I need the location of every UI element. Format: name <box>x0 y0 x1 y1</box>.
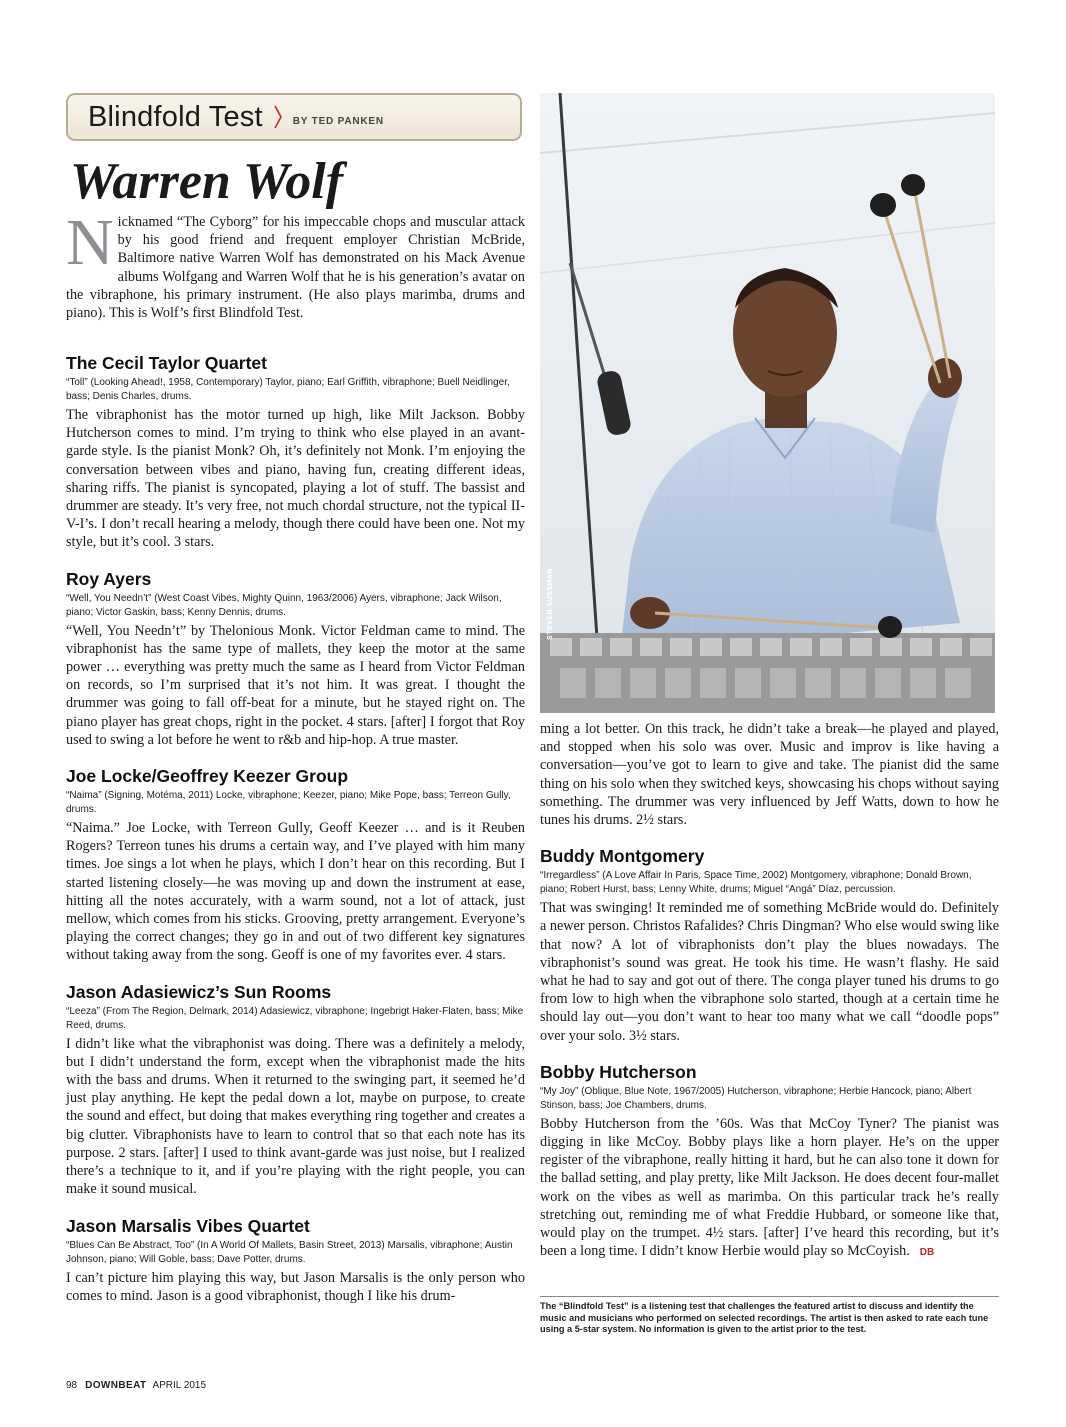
review-bobby-hutcherson <box>540 1061 999 1263</box>
review-artist: Buddy Montgomery <box>540 846 705 867</box>
review-artist: The Cecil Taylor Quartet <box>66 353 267 373</box>
review-credits: “My Joy” (Oblique, Blue Note, 1967/2005) Hutcherson, vibraphone; Herbie Hancock, piano; Albert Stinson, bass; Joe Chambers, drums. <box>540 1085 972 1111</box>
review-credits: “Naima” (Signing, Motéma, 2011) Locke, vibraphone; Keezer, piano; Mike Pope, bass; Terreon Gully, drums. <box>66 790 511 816</box>
left-column <box>66 352 525 1321</box>
page-title: Warren Wolf <box>70 153 344 210</box>
folio <box>66 1380 206 1391</box>
review-credits: “Well, You Needn’t” (West Coast Vibes, Mighty Quinn, 1963/2006) Ayers, vibraphone; Jack Wilson, piano; Victor Gaskin, bass; Kenny Dennis, drums. <box>66 592 502 618</box>
intro-paragraph <box>66 206 525 322</box>
column-header <box>66 93 522 141</box>
review-artist: Jason Marsalis Vibes Quartet <box>66 1215 310 1236</box>
review-text: That was swinging! It reminded me of something McBride would do. Definitely a newer person. Christos Rafalides? Chris Dingman? Who else would swing like that now? A lot of vibraphonists don’t play the blues nowadays. The vibraphonist’s sound was great. He took his time. He wasn’t flashy. He said what he had to say and got out of there. The conga player tuned his drums to go from low to high when the vibraphone solo started, though at a certain time he should lay out—you don’t want to hear too many what we call “doodle pops” over your solo. 3½ stars. <box>540 900 999 1044</box>
footnote: The “Blindfold Test” is a listening test that challenges the featured artist to discuss and identify the music and musicians who performed on selected recordings. The artist is then asked to rate each tune using a 5-star system. No information is given to the artist prior to the test. <box>540 1296 999 1336</box>
review-roy-ayers <box>66 568 525 749</box>
intro-text: icknamed “The Cyborg” for his impeccable chops and muscular attack by his good friend and frequent employer Christian McBride, Baltimore native Warren Wolf has demonstrated on his Mack Avenue albums Wolfgang and Warren Wolf that he is his generation’s avatar on the vibraphone, his primary instrument. (He also plays marimba, drums and piano). This is Wolf’s first Blindfold Test. <box>66 214 525 322</box>
right-column <box>540 720 999 1278</box>
review-buddy-montgomery <box>540 845 999 1045</box>
review-jason-adasiewicz <box>66 981 525 1199</box>
review-artist: Joe Locke/Geoffrey Keezer Group <box>66 766 349 787</box>
review-artist: Bobby Hutcherson <box>540 1061 697 1082</box>
issue-date: APRIL 2015 <box>152 1380 207 1391</box>
continued-text: ming a lot better. On this track, he didn’t take a break—he played and played, and stopped when his solo was over. Music and improv is like having a conversation—you’ve got to learn to give and take. The pianist did the same thing on his solo when they switched keys, showcasing his chops without saying something. The drummer was very influenced by Jeff Watts, down to how he tunes his drums. 2½ stars. <box>540 721 999 829</box>
end-mark: DB <box>919 1247 935 1259</box>
review-credits: “Blues Can Be Abstract, Too” (In A World Of Mallets, Basin Street, 2013) Marsalis, vibraphone; Austin Johnson, piano; Will Goble, bass; Dave Potter, drums. <box>66 1239 513 1265</box>
review-credits: “Irregardless” (A Love Affair In Paris, Space Time, 2002) Montgomery, vibraphone; Donald Brown, piano; Robert Hurst, bass; Lenny White, drums; Miguel “Angá” Díaz, percussion. <box>540 870 972 896</box>
magazine-name: DOWNBEAT <box>85 1380 147 1391</box>
page-number: 98 <box>66 1380 78 1391</box>
review-cecil-taylor <box>66 352 525 552</box>
photo-illustration <box>540 93 995 713</box>
review-text: I can’t picture him playing this way, but Jason Marsalis is the only person who comes to mind. Jason is a good vibraphonist, though I like his drum- <box>66 1269 525 1304</box>
vibraphonist-photo <box>540 93 995 713</box>
review-text: Bobby Hutcherson from the ’60s. Was that McCoy Tyner? The pianist was digging in like McCoy. Bobby plays like a horn player. He’s on the upper register of the vibraphone, really hitting it hard, but he can also tone it down for the ballad setting, and play pretty, like Milt Jackson. He does decent four-mallet work on the vibes as well as marimba. On this particular track he’s really stretching out, reminding me of what Freddie Hubbard, or someone like that, would play on the trumpet. 4½ stars. [after] I’ve heard this recording, but it’s been a long time. I didn’t know Herbie would play so McCoyish. <box>540 1115 999 1260</box>
review-text: “Naima.” Joe Locke, with Terreon Gully, Geoff Keezer … and is it Reuben Rogers? Terreon tunes his drums a certain way, and I’ve played with him many times. Joe sings a lot when he plays, which I don’t hear on this recording. But I started listening closely—he was moving up and down the instrument at ease, hitting all the notes accurately, with a warm sound, not a lot of attack, just mellow, which comes from his sticks. Grooving, pretty arrangement. Everyone’s playing the correct changes; they go in and out of two different key signatures without taking away from the song. Geoff is one of my favorites ever. 4 stars. <box>66 820 525 964</box>
review-text-wrapper <box>540 1115 999 1263</box>
chevron-right-icon <box>273 104 283 130</box>
review-credits: “Toll” (Looking Ahead!, 1958, Contemporary) Taylor, piano; Earl Griffith, vibraphone; Buell Neidlinger, bass; Denis Charles, drums. <box>66 377 510 402</box>
photo-credit: STEVEN SUSSMAN <box>547 568 554 640</box>
review-continued <box>540 720 999 829</box>
review-text: The vibraphonist has the motor turned up high, like Milt Jackson. Bobby Hutcherson comes to mind. I’m trying to think who else played in an avant-garde style. Is the pianist Monk? Oh, it’s definitely not Monk. I’m enjoying the conversation between vibes and piano, having fun, creating different ideas, sharing riffs. The pianist is syncopated, playing a lot of stuff. The bassist and drummer are steady. It’s very free, not much chordal structure, not the typical II-V-I’s. I don’t recall hearing a melody, though there could have been one. Not my style, but it’s cool. 3 stars. <box>66 407 525 551</box>
drop-cap: N <box>66 206 114 279</box>
series-title: Blindfold Test <box>88 100 263 133</box>
review-jason-marsalis <box>66 1215 525 1305</box>
review-artist: Roy Ayers <box>66 568 152 589</box>
review-joe-locke <box>66 765 525 965</box>
review-text: I didn’t like what the vibraphonist was doing. There was a definitely a melody, but I didn’t understand the form, except when the vibraphonist made the hits with the bass and drums. When it returned to the swinging part, it seemed he’d just play anything. He kept the pedal down a lot, maybe on purpose, to create the sound and effect, but doing that makes everything ring together and creates a big clutter. Vibraphonists have to learn to control that so that each note has its purpose. 2 stars. [after] I used to think avant-garde was just noise, but I realized there’s a technique to it, and if you’re playing with the right people, you can make it sound musical. <box>66 1035 525 1198</box>
review-text: “Well, You Needn’t” by Thelonious Monk. Victor Feldman came to mind. The vibraphonist has the same type of mallets, they keep the motor at the same power … everything was pretty much the same as I heard from Victor Feldman on records, so I’m surprised that it’s not him. It was great. I thought the drummer was going to fall off-beat for a minute, but he stayed right on. The piano player has great chops, right in the pocket. 4 stars. [after] I forgot that Roy used to swing a lot before he went to r&b and hip-hop. A true master. <box>66 622 525 748</box>
review-credits: “Leeza” (From The Region, Delmark, 2014) Adasiewicz, vibraphone; Ingebrigt Haker-Flaten, bass; Mike Reed, drums. <box>66 1005 524 1031</box>
review-artist: Jason Adasiewicz’s Sun Rooms <box>66 981 332 1002</box>
byline: BY TED PANKEN <box>292 115 384 127</box>
